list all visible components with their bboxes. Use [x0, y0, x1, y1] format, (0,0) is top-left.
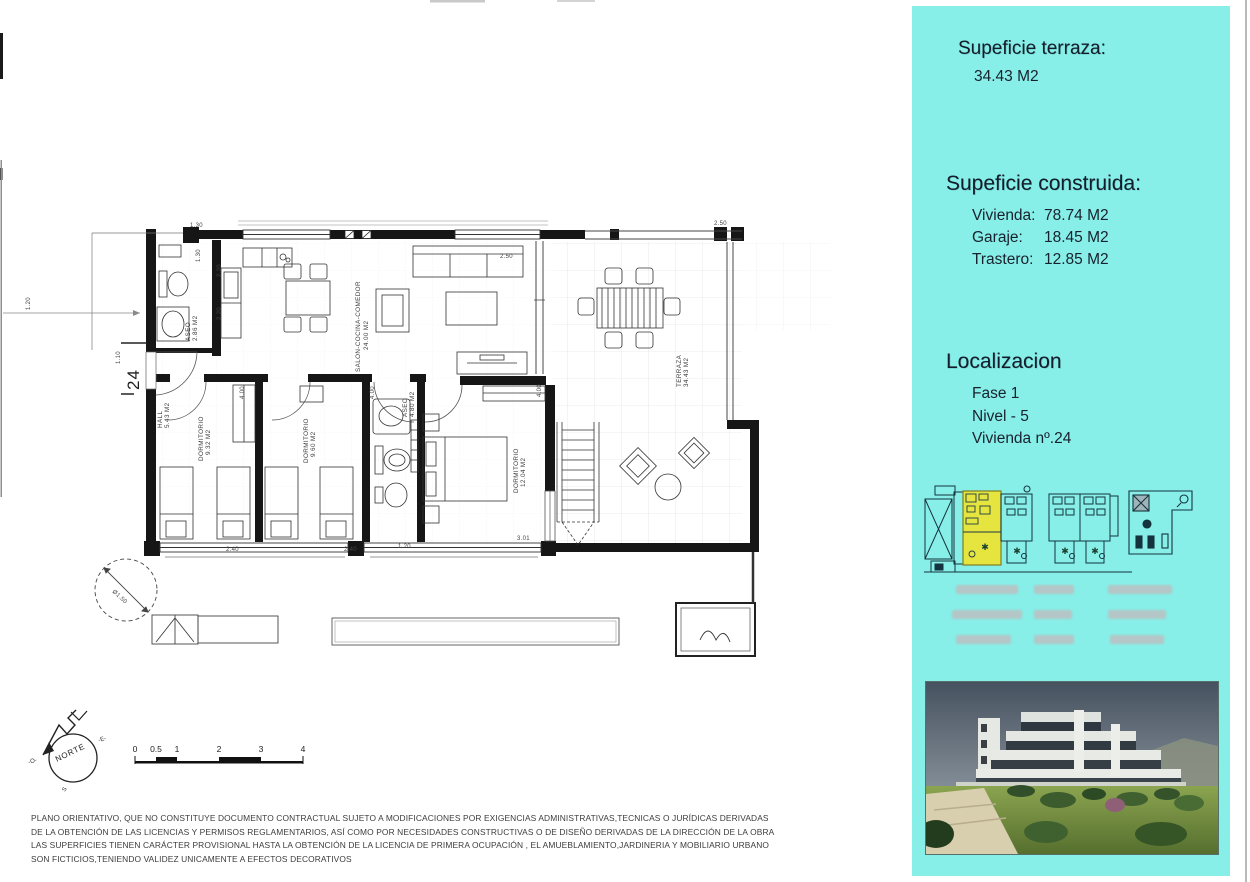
svg-text:4.00: 4.00	[537, 384, 543, 397]
svg-text:0.5: 0.5	[150, 744, 162, 754]
scale-bar	[133, 744, 306, 764]
disclaimer-line: SON FICTICIOS,TENIENDO VALIDEZ UNICAMENTE A EFECTOS DECORATIVOS	[31, 853, 352, 864]
svg-text:1.10: 1.10	[116, 351, 122, 364]
page-edge-line	[1245, 0, 1247, 882]
svg-text:2.40: 2.40	[344, 547, 357, 553]
room-label: SALON-COCINA-COMEDOR	[355, 281, 362, 372]
plant-icon: ✱	[981, 542, 989, 552]
svg-text:-O-: -O-	[27, 757, 38, 766]
info-sidebar	[912, 6, 1230, 876]
disclaimer-line: DE LA OBTENCIÓN DE LAS LICENCIAS Y PERMISOS REGLAMENTARIOS, ASÍ COMO POR NECESIDADES CONSTRUCTIVAS O DE DISEÑO DERIVADAS DE LA DIRECCIÓN DE LA OBRA	[31, 826, 775, 837]
svg-text:24: 24	[124, 369, 143, 390]
svg-text:1.20: 1.20	[398, 544, 411, 550]
terrace-surface-value: 34.43 M2	[974, 68, 1039, 85]
built-row: Trastero: 12.85 M2	[972, 251, 1109, 268]
faded-text-row	[1034, 610, 1072, 619]
property-photo	[926, 682, 1218, 854]
room-label: ASEO	[402, 397, 409, 417]
location-lines	[972, 383, 1071, 451]
room-label: TERRAZA	[676, 354, 683, 387]
room-label: DORMITORIO	[513, 448, 520, 493]
svg-text:3: 3	[258, 744, 264, 754]
svg-text:4.00: 4.00	[370, 386, 376, 399]
faded-text-row	[956, 585, 1018, 594]
faded-text-row	[952, 610, 1022, 619]
svg-text:4: 4	[300, 744, 306, 754]
svg-text:NORTE: NORTE	[53, 741, 87, 764]
room-area: 9.32 M2	[205, 429, 212, 455]
room-area: 24.00 M2	[363, 320, 370, 350]
svg-text:1.30: 1.30	[190, 223, 203, 229]
disclaimer-line: LAS SUPERFICIES TIENEN CARÁCTER PROVISIONAL HASTA LA OBTENCIÓN DE LA LICENCIA DE PRIMERA OCUPACIÓN , EL AMUEBLAMIENTO,JARDINERIA Y MOBILIARIO URBANO	[31, 840, 770, 851]
built-row: Garaje: 18.45 M2	[972, 229, 1109, 246]
faded-text-row	[1108, 610, 1166, 619]
faded-text-row	[1108, 585, 1172, 594]
room-area: 5.43 M2	[164, 402, 171, 428]
room-area: 34.43 M2	[683, 357, 690, 387]
room-area: 2.86 M2	[192, 315, 199, 341]
built-surface-rows	[972, 205, 1109, 271]
room-label: ASEO	[185, 321, 192, 341]
svg-text:-E-: -E-	[97, 735, 108, 744]
room-area: 12.04 M2	[520, 457, 527, 487]
room-label: DORMITORIO	[198, 416, 205, 461]
faded-text-row	[1034, 585, 1074, 594]
svg-text:1.30: 1.30	[196, 249, 202, 262]
svg-text:3.01: 3.01	[517, 536, 530, 542]
built-surface-title: Supeficie construida:	[946, 172, 1141, 195]
highlighted-unit-24	[963, 491, 1001, 565]
terrace-surface-title: Supeficie terraza:	[958, 38, 1106, 59]
location-key-plan	[922, 484, 1216, 580]
room-area: 9.60 M2	[310, 431, 317, 457]
disclaimer-line: PLANO ORIENTATIVO, QUE NO CONSTITUYE DOCUMENTO CONTRACTUAL SUJETO A MODIFICACIONES POR EXIGENCIAS ADMINISTRATIVAS,TECNICAS O JURÍDICAS DERIVADAS	[31, 813, 769, 823]
svg-text:Ø1.50: Ø1.50	[110, 589, 128, 606]
svg-text:4.00: 4.00	[240, 386, 246, 399]
svg-text:1: 1	[174, 744, 180, 754]
built-row: Vivienda: 78.74 M2	[972, 207, 1109, 224]
room-area: 4.80 M2	[409, 391, 416, 417]
svg-text:0: 0	[132, 744, 138, 754]
location-unit: Vivienda nº.24	[972, 430, 1072, 447]
svg-text:2.50: 2.50	[500, 254, 513, 260]
location-title: Localizacion	[946, 350, 1062, 373]
location-phase: Fase 1	[972, 385, 1020, 402]
compass-north-icon	[28, 710, 107, 793]
svg-text:S: S	[61, 786, 69, 793]
faded-text-row	[1110, 635, 1164, 644]
svg-text:2: 2	[216, 744, 222, 754]
svg-text:2.40: 2.40	[226, 547, 239, 553]
plant-icon: ✱	[1013, 546, 1021, 556]
room-label: DORMITORIO	[303, 418, 310, 463]
faded-text-row	[1034, 635, 1074, 644]
room-label: HALL	[157, 410, 164, 428]
svg-text:1.20: 1.20	[26, 297, 32, 310]
svg-text:2.50: 2.50	[714, 221, 727, 227]
plant-icon: ✱	[1091, 546, 1099, 556]
unit-number	[121, 343, 147, 394]
faded-text-row	[956, 635, 1011, 644]
location-level: Nivel - 5	[972, 407, 1029, 425]
svg-text:2.20: 2.20	[217, 307, 223, 320]
plant-icon: ✱	[1061, 546, 1069, 556]
disclaimer	[31, 812, 775, 866]
detached-unit	[1129, 491, 1192, 554]
svg-text:2.20: 2.20	[217, 264, 223, 277]
